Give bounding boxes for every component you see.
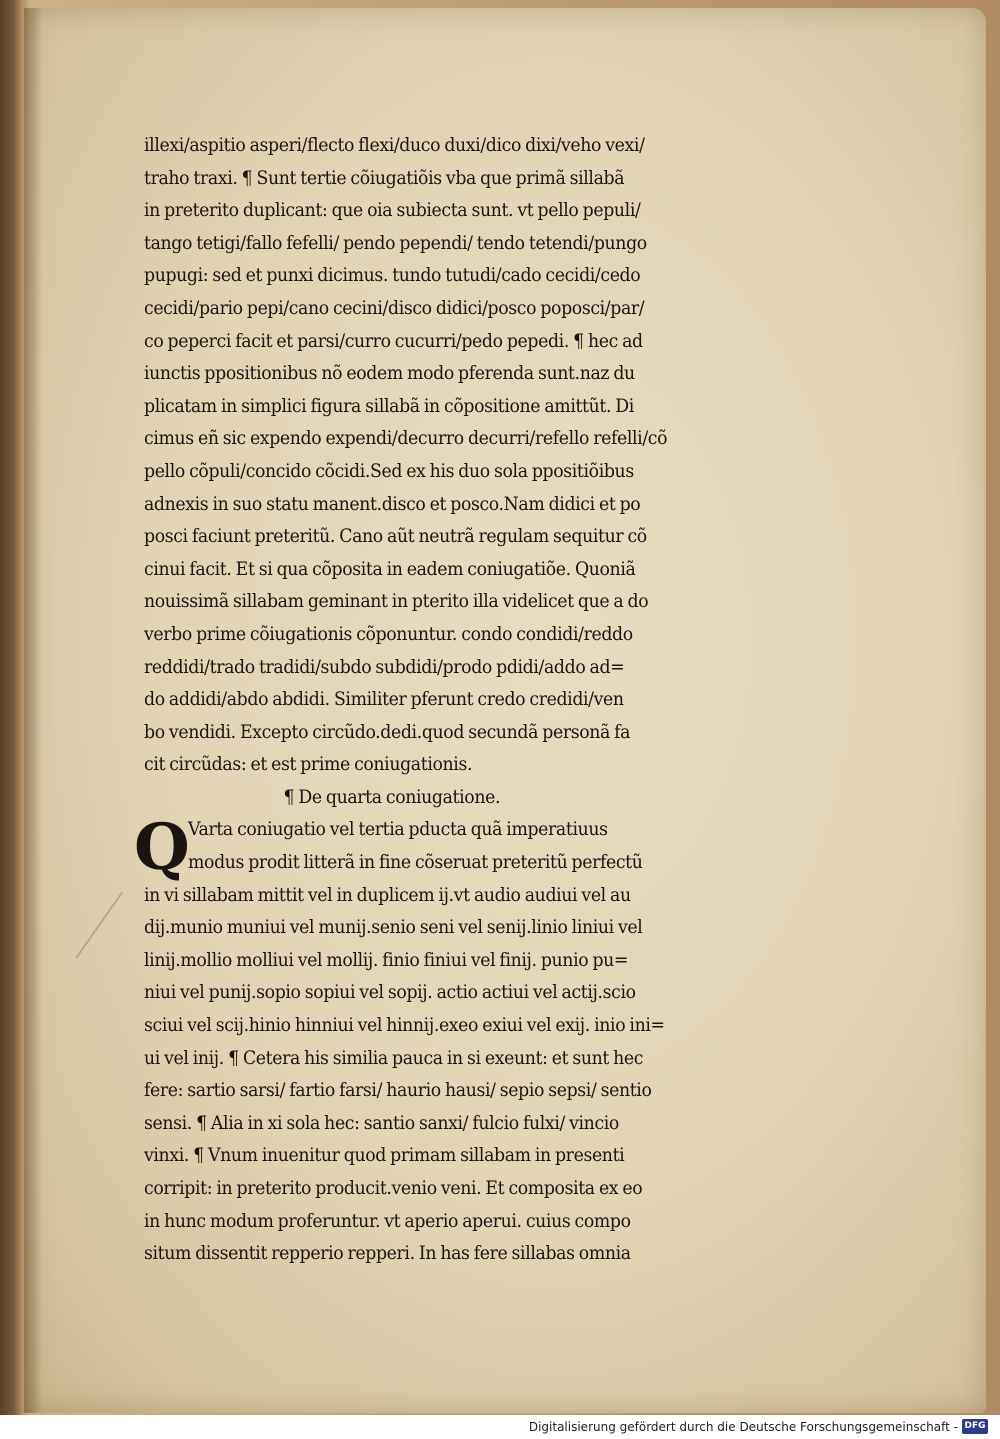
section-heading: ¶ De quarta coniugatione.	[283, 786, 501, 808]
text-line: bo vendidi. Excepto circũdo.dedi.quod secundã personã fa	[144, 721, 631, 743]
text-line: traho traxi. ¶ Sunt tertie cõiugatiõis vba que primã sillabã	[144, 167, 625, 189]
text-line: adnexis in suo statu manent.disco et posco.Nam didici et po	[144, 493, 641, 515]
page-gutter	[24, 8, 42, 1413]
text-line: vinxi. ¶ Vnum inuenitur quod primam sillabam in presenti	[144, 1145, 625, 1167]
text-line: cinui facit. Et si qua cõposita in eadem coniugatiõe. Quoniã	[144, 558, 636, 580]
dfg-logo: DFG	[962, 1419, 988, 1434]
text-line: corripit: in preterito producit.venio veni. Et composita ex eo	[144, 1178, 643, 1199]
text-line: dij.munio muniui vel munij.senio seni vel senij.linio liniui vel	[144, 917, 643, 939]
paragraph-bottom	[134, 810, 816, 1270]
paragraph-top	[144, 130, 816, 782]
text-line: pupugi: sed et punxi dicimus. tundo tutudi/cado cecidi/cedo	[144, 265, 641, 287]
text-line: in vi sillabam mittit vel in duplicem ij.vt audio audiui vel au	[144, 884, 631, 906]
text-line: pello cõpuli/concido cõcidi.Sed ex his duo sola ppositiõibus	[144, 460, 634, 482]
text-line: co peperci facit et parsi/curro cucurri/pedo pepedi. ¶ hec ad	[144, 330, 643, 352]
text-line: reddidi/trado tradidi/subdo subdidi/prodo pdidi/addo ad=	[144, 656, 625, 678]
text-line: posci faciunt preteritũ. Cano aũt neutrã regulam sequitur cõ	[144, 526, 647, 548]
text-line: verbo prime cõiugationis cõponuntur. condo condidi/reddo	[144, 623, 633, 645]
text-line: plicatam in simplici figura sillabã in cõpositione amittũt. Di	[144, 395, 634, 417]
text-line: in preterito duplicant: que oia subiecta sunt. vt pello pepuli/	[144, 200, 641, 222]
text-line: nouissimã sillabam geminant in pterito illa videlicet que a do	[144, 591, 649, 613]
text-line: illexi/aspitio asperi/flecto flexi/duco duxi/dico dixi/veho vexi/	[144, 135, 645, 156]
drop-cap: Q	[134, 810, 190, 886]
text-line: modus prodit litterã in fine cõseruat preteritũ perfectũ	[188, 852, 643, 874]
text-line: cit circũdas: et est prime coniugationis.	[144, 754, 473, 776]
text-line: situm dissentit repperio repperi. In has fere sillabas omnia	[144, 1243, 631, 1265]
text-line: fere: sartio sarsi/ fartio farsi/ haurio hausi/ sepio sepsi/ sentio	[144, 1080, 652, 1102]
text-line: tango tetigi/fallo fefelli/ pendo pependi/ tendo tetendi/pungo	[144, 232, 647, 254]
indented-lines	[144, 814, 816, 879]
text-line: sensi. ¶ Alia in xi sola hec: santio sanxi/ fulcio fulxi/ vincio	[144, 1112, 619, 1134]
text-line: in hunc modum proferuntur. vt aperio aperui. cuius compo	[144, 1210, 631, 1232]
text-line: sciui vel scij.hinio hinniui vel hinnij.exeo exiui vel exij. inio ini=	[144, 1015, 665, 1037]
footer-credit: Digitalisierung gefördert durch die Deutsche Forschungsgemeinschaft -	[528, 1420, 958, 1434]
text-line: iunctis ppositionibus nõ eodem modo pferenda sunt.naz du	[144, 363, 635, 385]
text-line: ui vel inij. ¶ Cetera his similia pauca in si exeunt: et sunt hec	[144, 1047, 644, 1069]
footer-bar	[0, 1415, 1000, 1439]
text-line: Varta coniugatio vel tertia pducta quã imperatiuus	[188, 819, 608, 841]
text-line: do addidi/abdo abdidi. Similiter pferunt credo credidi/ven	[144, 689, 624, 711]
text-line: linij.mollio molliui vel mollij. finio finiui vel finij. punio pu=	[144, 949, 629, 971]
text-line: cimus eñ sic expendo expendi/decurro decurri/refello refelli/cõ	[144, 428, 668, 450]
text-line: niui vel punij.sopio sopiui vel sopij. actio actiui vel actij.scio	[144, 982, 636, 1004]
paragraph-lines	[144, 880, 816, 1271]
text-line: cecidi/pario pepi/cano cecini/disco didici/posco poposci/par/	[144, 297, 645, 319]
text-block	[134, 130, 816, 1271]
